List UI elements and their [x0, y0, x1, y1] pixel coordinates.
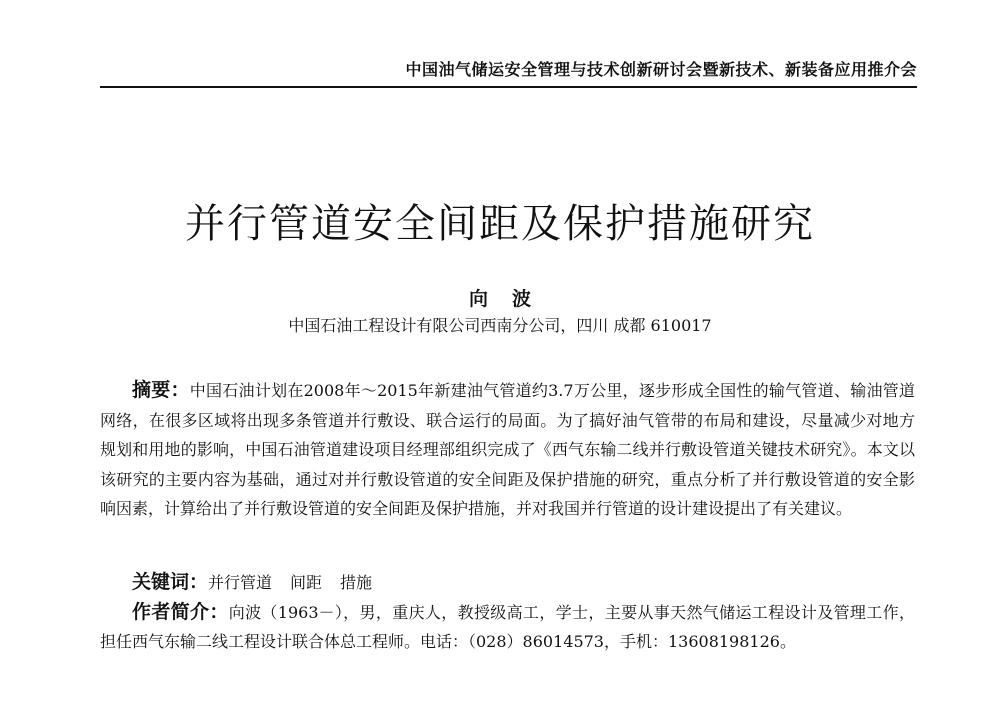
keyword-item: 间距	[290, 573, 323, 592]
abstract	[100, 376, 915, 524]
author-affiliation: 中国石油工程设计有限公司西南分公司，四川 成都 610017	[288, 316, 712, 335]
paper-title: 并行管道安全间距及保护措施研究	[185, 201, 815, 247]
author-bio-text: 向波（1963－），男，重庆人，教授级高工，学士，主要从事天然气储运工程设计及管理工作，担任西气东输二线工程设计联合体总工程师。电话：（028）86014573，手机：13608198126。	[100, 603, 915, 651]
author-bio	[100, 598, 915, 656]
abstract-text: 中国石油计划在2008年～2015年新建油气管道约3.7万公里，逐步形成全国性的输气管道、输油管道网络，在很多区域将出现多条管道并行敷设、联合运行的局面。为了搞好油气管带的布局和建设，尽量减少对地方规划和用地的影响，中国石油管道建设项目经理部组织完成了《西气东输二线并行敷设管道关键技术研究》。本文以该研究的主要内容为基础，通过对并行敷设管道的安全间距及保护措施的研究，重点分析了并行敷设管道的安全影响因素，计算给出了并行敷设管道的安全间距及保护措施，并对我国并行管道的设计建设提出了有关建议。	[100, 381, 915, 518]
keyword-item: 措施	[340, 573, 373, 592]
keyword-item: 并行管道	[208, 573, 273, 592]
keywords	[132, 568, 912, 597]
author-name: 向波	[468, 288, 555, 310]
author-bio-label: 作者简介：	[132, 601, 229, 623]
keywords-label: 关键词：	[132, 571, 209, 593]
abstract-label: 摘要：	[132, 379, 190, 401]
running-header: 中国油气储运安全管理与技术创新研讨会暨新技术、新装备应用推介会	[100, 58, 917, 88]
